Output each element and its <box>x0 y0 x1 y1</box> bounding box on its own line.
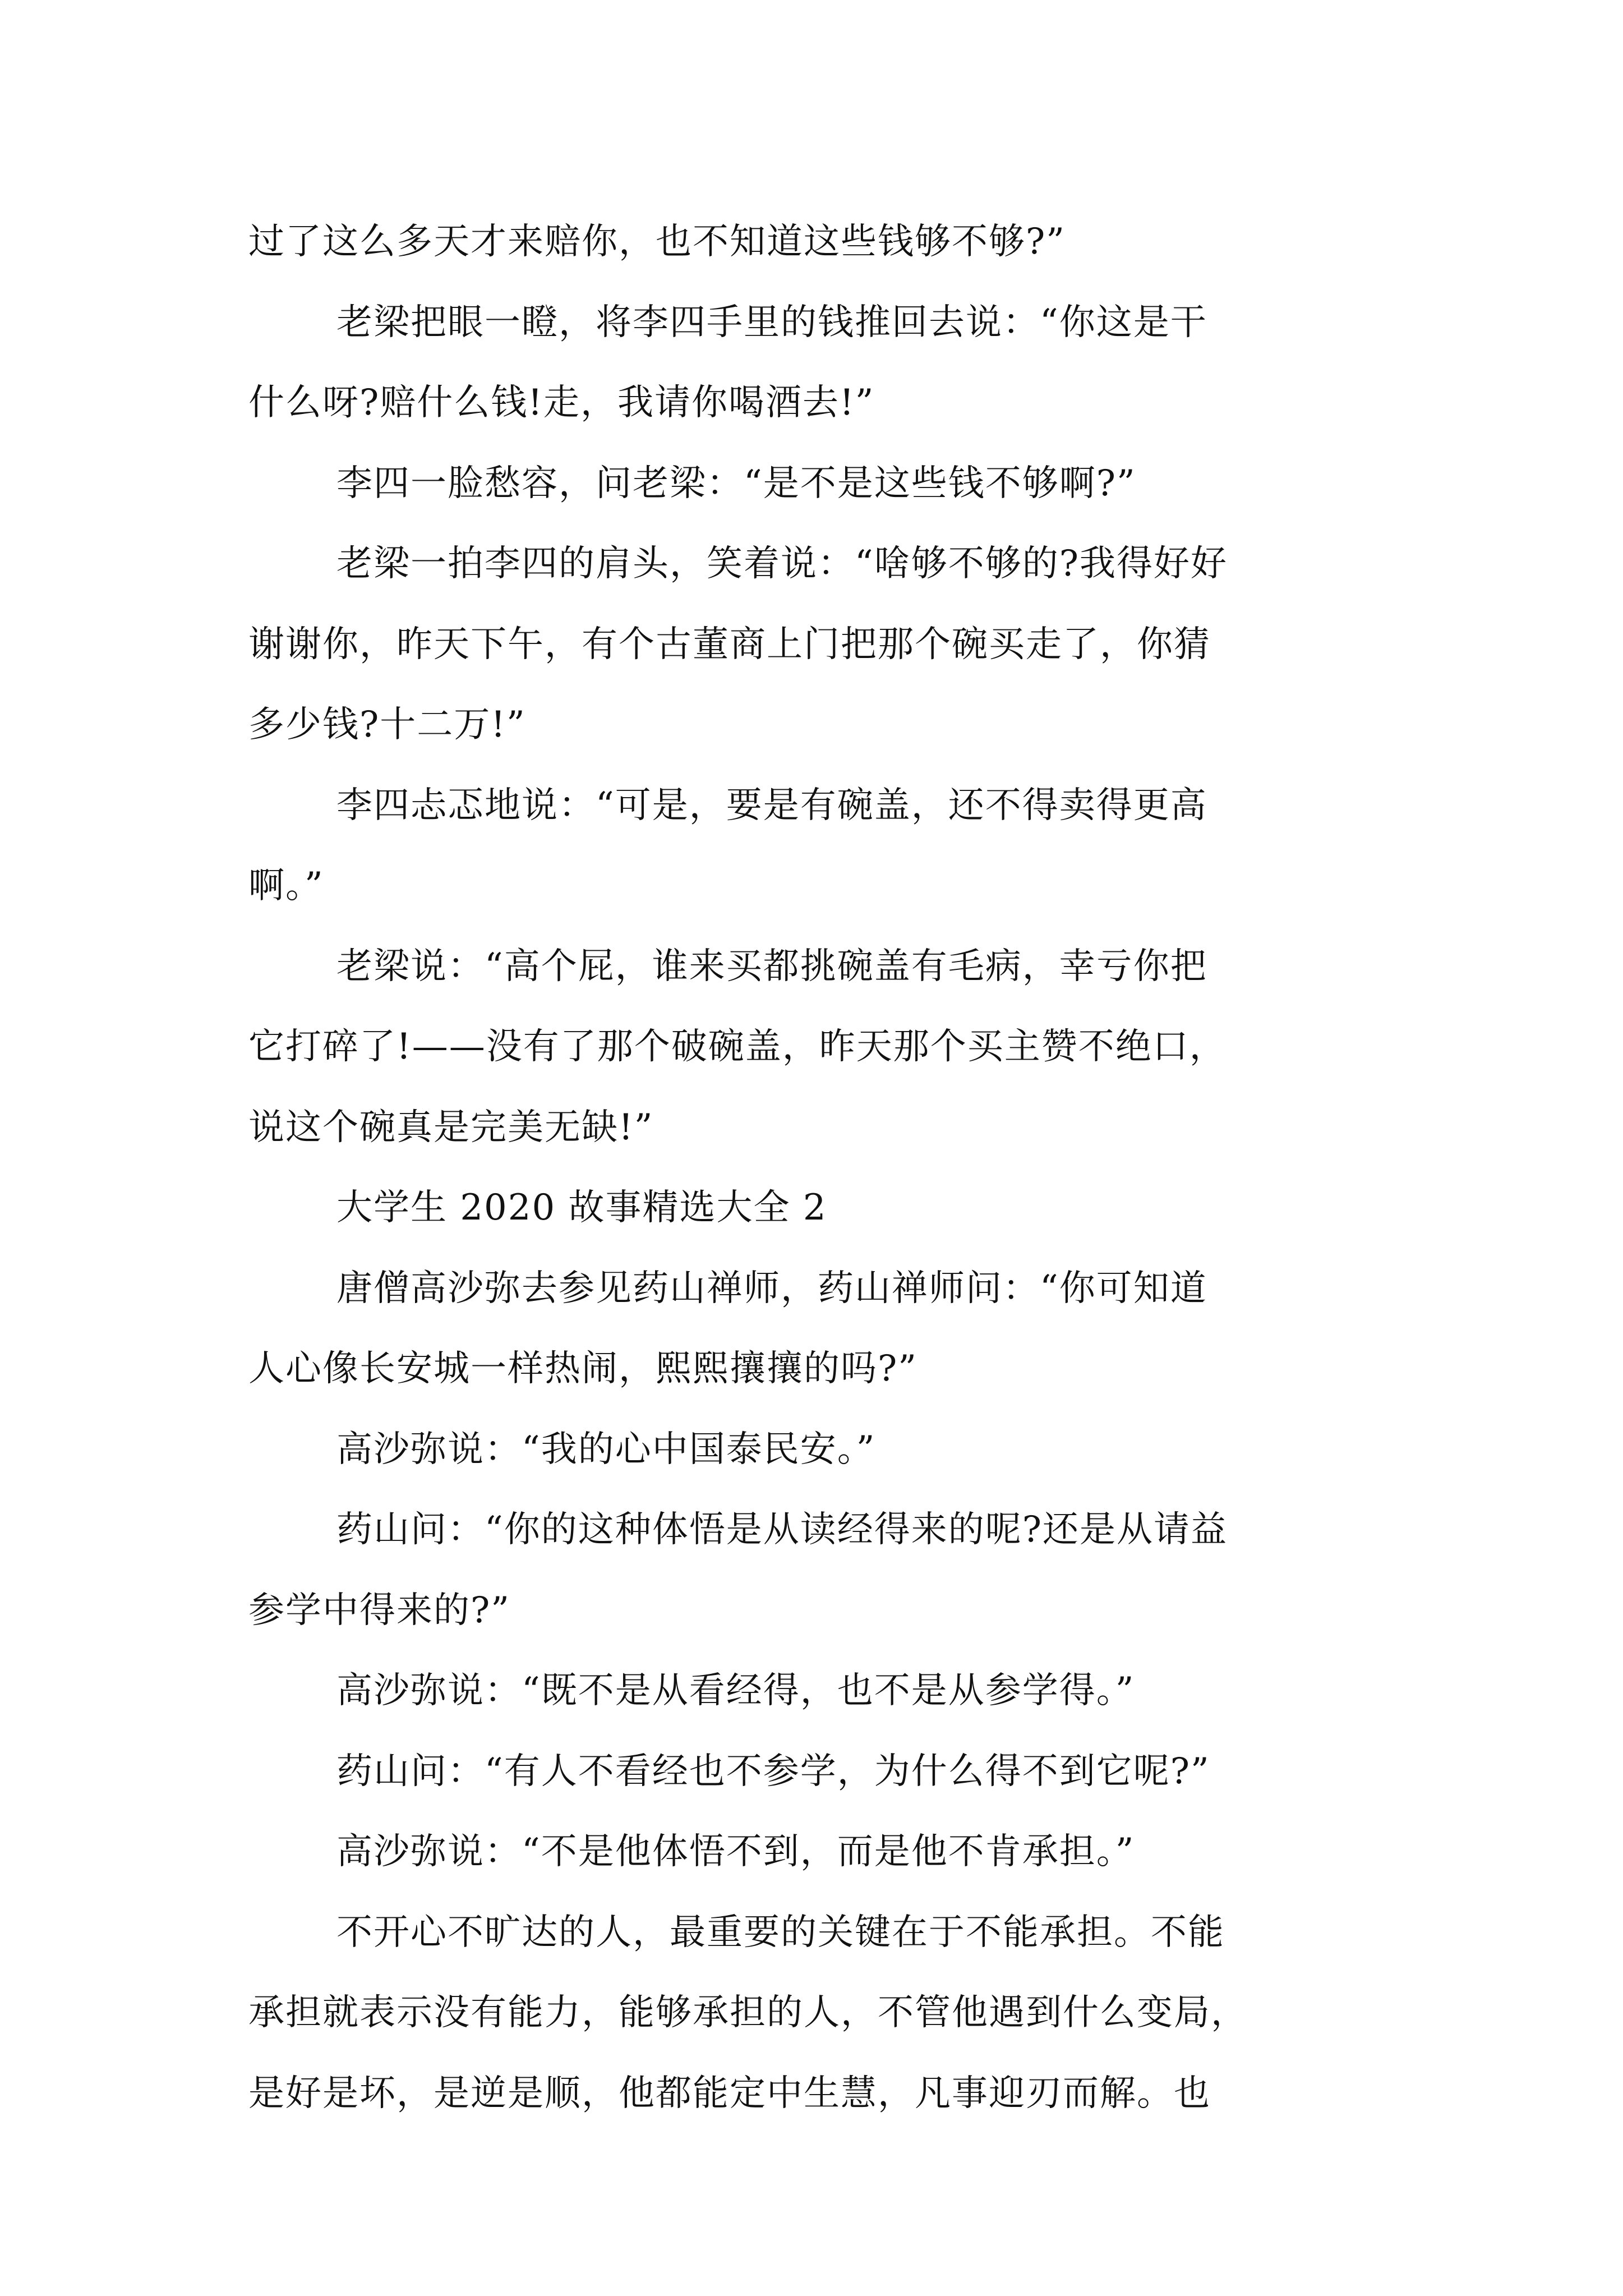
text-line-6: 谢谢你，昨天下午，有个古董商上门把那个碗买走了，你猜 <box>248 623 1211 665</box>
text-line-16: 高沙弥说：“我的心中国泰民安。” <box>336 1428 876 1470</box>
text-line-19: 高沙弥说：“既不是从看经得，也不是从参学得。” <box>336 1670 1135 1711</box>
text-line-11: 它打碎了!——没有了那个破碗盖，昨天那个买主赞不绝口， <box>248 1026 1227 1068</box>
section-heading: 大学生 2020 故事精选大全 2 <box>336 1187 827 1228</box>
body-text <box>248 202 1381 2134</box>
text-line-7: 多少钱?十二万!” <box>248 704 526 746</box>
text-line-9: 啊。” <box>248 865 324 907</box>
text-line-14: 唐僧高沙弥去参见药山禅师，药山禅师问：“你可知道 <box>336 1267 1207 1309</box>
text-line-18: 参学中得来的?” <box>248 1589 511 1631</box>
text-line-20: 药山问：“有人不看经也不参学，为什么得不到它呢?” <box>336 1750 1210 1792</box>
text-line-8: 李四忐忑地说：“可是，要是有碗盖，还不得卖得更高 <box>336 784 1207 826</box>
text-line-22: 不开心不旷达的人，最重要的关键在于不能承担。不能 <box>336 1911 1225 1953</box>
text-line-15: 人心像长安城一样热闹，熙熙攘攘的吗?” <box>248 1348 918 1389</box>
text-line-24: 是好是坏，是逆是顺，他都能定中生慧，凡事迎刃而解。也 <box>248 2072 1211 2114</box>
text-line-3: 什么呀?赔什么钱!走，我请你喝酒去!” <box>248 382 875 424</box>
text-line-1: 过了这么多天才来赔你，也不知道这些钱够不够?” <box>248 221 1066 263</box>
text-line-21: 高沙弥说：“不是他体悟不到，而是他不肯承担。” <box>336 1831 1135 1872</box>
text-line-4: 李四一脸愁容，问老梁：“是不是这些钱不够啊?” <box>336 462 1136 504</box>
text-line-23: 承担就表示没有能力，能够承担的人，不管他遇到什么变局， <box>248 1992 1248 2033</box>
text-line-5: 老梁一拍李四的肩头，笑着说：“啥够不够的?我得好好 <box>336 543 1228 585</box>
text-line-12: 说这个碗真是完美无缺!” <box>248 1106 654 1148</box>
text-line-2: 老梁把眼一瞪，将李四手里的钱推回去说：“你这是干 <box>336 301 1207 343</box>
text-line-17: 药山问：“你的这种体悟是从读经得来的呢?还是从请益 <box>336 1509 1228 1550</box>
text-line-10: 老梁说：“高个屁，谁来买都挑碗盖有毛病，幸亏你把 <box>336 945 1207 987</box>
